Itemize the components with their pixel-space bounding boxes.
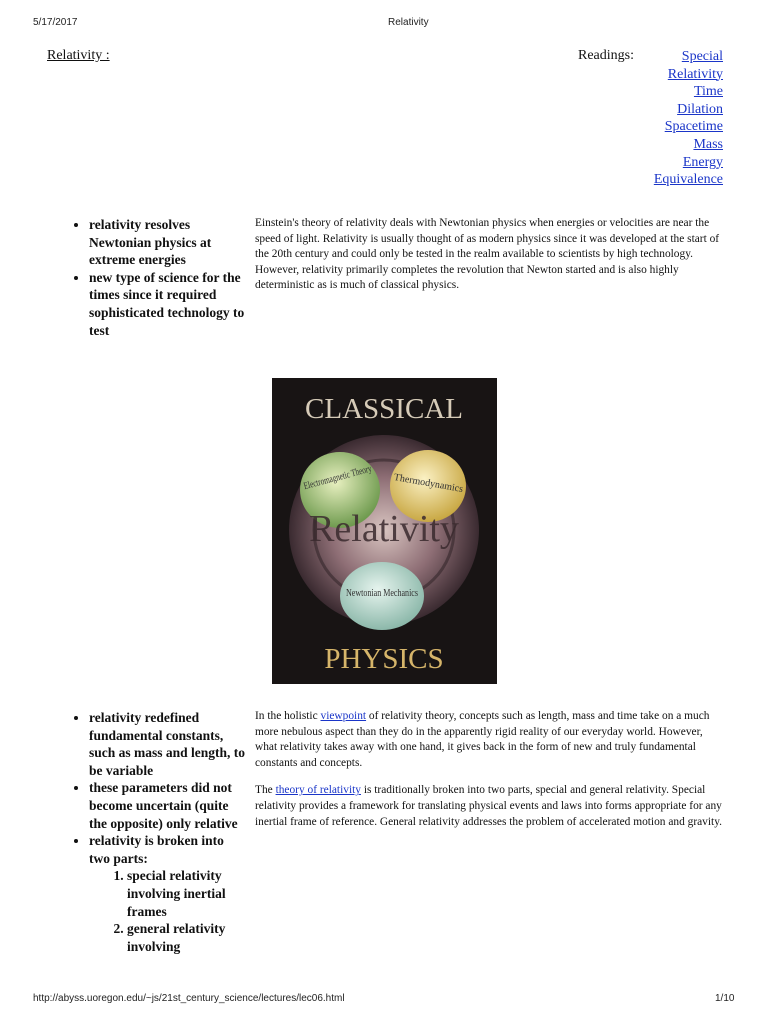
sphere-label: Thermodynamics	[393, 472, 464, 496]
cover-top-title: CLASSICAL	[305, 393, 463, 425]
paragraph: The theory of relativity is traditionally broken into two parts, special and general relativity. Special relativity provides a framework for translating physical events and laws into forms appropriate for any inertial frame of reference. General relativity addresses the problem of accelerated motion and gravity.	[255, 784, 723, 828]
section1-text	[255, 216, 725, 306]
print-title: Relativity	[388, 17, 429, 28]
readings-links	[654, 48, 723, 189]
sub-list	[89, 867, 247, 955]
section2-text	[255, 709, 725, 842]
theory-of-relativity-link[interactable]: theory of relativity	[275, 784, 361, 797]
reading-link-equivalence[interactable]: Equivalence	[653, 172, 723, 188]
sphere-label: Newtonian Mechanics	[346, 588, 419, 599]
sub-item: 1. special relativity involving inertial frames	[127, 867, 247, 920]
bullet-item: • relativity redefined fundamental constants, such as mass and length, to be variable	[89, 709, 247, 779]
section2-bullets	[67, 709, 247, 955]
paragraph: In the holistic viewpoint of relativity theory, concepts such as length, mass and time take on a much more nebulous aspect than they do in the apparently rigid reality of our everyday world. However, what relativity takes away with one hand, it gives back in the form of new and truly fundamental constants and concepts.	[255, 710, 710, 769]
sub-item: 2. general relativity involving	[127, 920, 247, 955]
cover-bottom-title: PHYSICS	[324, 643, 444, 675]
classical-physics-cover-image	[272, 378, 497, 684]
cover-center-title: Relativity	[309, 508, 459, 550]
reading-link-spacetime[interactable]: Spacetime	[664, 119, 723, 135]
reading-link-time[interactable]: Time	[693, 84, 723, 100]
viewpoint-link[interactable]: viewpoint	[320, 710, 367, 722]
cover-art	[272, 378, 497, 684]
reading-link-mass[interactable]: Mass	[693, 136, 723, 152]
print-date: 5/17/2017	[33, 17, 78, 28]
bullet-item: • these parameters did not become uncertain (quite the opposite) only relative	[89, 779, 247, 832]
readings-label: Readings:	[578, 48, 634, 63]
footer-url: http://abyss.uoregon.edu/~js/21st_century_science/lectures/lec06.html	[33, 993, 345, 1004]
reading-link-dilation[interactable]: Dilation	[677, 101, 723, 117]
bullet-item: • relativity is broken into two parts: 1. special relativity involving inertial frames 2. general relativity involving	[89, 832, 247, 955]
reading-link-relativity[interactable]: Relativity	[667, 66, 723, 82]
paragraph: Einstein's theory of relativity deals with Newtonian physics when energies or velocities are near the speed of light. Relativity is usually thought of as modern physics since it was developed at the start of the 20th century and could only be tested in the realm available to scientists by high technology. However, relativity primarily completes the revolution that Newton started and is also highly deterministic as is much of classical physics.	[255, 217, 720, 292]
footer-page-number: 1/10	[715, 993, 735, 1004]
bullet-item: • new type of science for the times since it required sophisticated technology to test	[89, 269, 247, 339]
reading-link-energy[interactable]: Energy	[682, 154, 723, 170]
page-title: Relativity :	[47, 48, 110, 63]
reading-link-special[interactable]: Special	[681, 49, 723, 64]
section1-bullets	[67, 216, 247, 339]
bullet-item: • relativity resolves Newtonian physics at extreme energies	[89, 216, 247, 269]
sphere-label: Electromagnetic Theory	[302, 456, 399, 493]
